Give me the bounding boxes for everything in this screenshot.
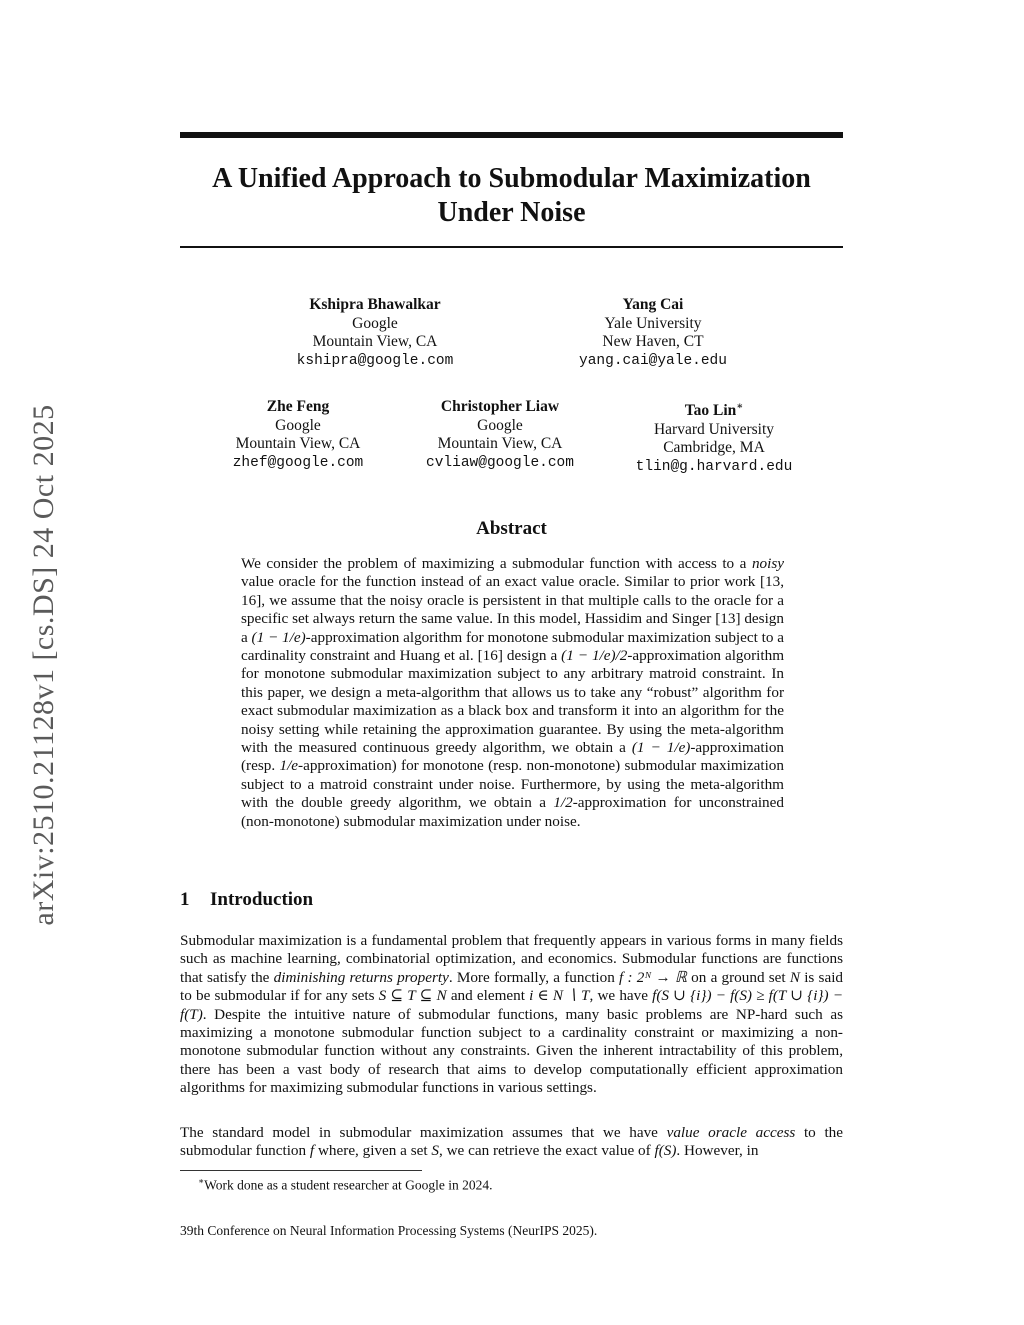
author-block-bhawalkar [275,296,475,370]
abstract-text: -approximation) for monotone (resp. non-monotone) submodular maximization subject to a matroid constraint under noise. Furthermore, by using the meta-algorithm with the double greedy algorithm, we obtain a [241,757,784,812]
paper-title [180,162,843,230]
footnote-divider [180,1170,422,1171]
paragraph-text: to the submodular function [180,1124,843,1160]
author-email: cvliaw@google.com [426,454,574,471]
author-block-liaw [400,398,600,472]
section-title: Introduction [210,889,314,910]
author-email: yang.cai@yale.edu [579,352,727,369]
footnote-mark: ∗ [198,1176,205,1186]
math-expression: (1 − 1/e) [631,739,691,757]
paragraph-text: on a ground set [686,968,790,986]
paragraph-text: . Despite the intuitive nature of submodular functions, many basic problems are NP-hard such as maximizing a monotone submodular function subject to a cardinality constraint or maximizing a non-monotone submodular function without any constraints. Given the inherent intractability of this problem, there has been a vast body of research that aims to develop computationally efficient approximation algorithms for maximizing submodular functions in various settings. [180,1005,843,1097]
author-name: Yang Cai [622,296,684,313]
author-affiliation: Google [275,416,321,434]
abstract-emphasis: noisy [751,555,784,572]
math-expression: N [789,968,800,986]
math-expression: f : 2ᴺ → ℝ [619,968,687,986]
math-expression: i ∈ N ∖ T [529,987,590,1005]
author-email: tlin@g.harvard.edu [635,458,793,475]
conference-note: 39th Conference on Neural Information Processing Systems (NeurIPS 2025). [180,1223,598,1238]
paragraph-text: and element [446,987,530,1005]
abstract-body [241,555,784,831]
paragraph-text: is said to be submodular if for any sets [180,968,844,1005]
author-location: New Haven, CT [602,333,704,350]
footnote-text: Work done as a student researcher at Google in 2024. [204,1177,493,1193]
author-location: Mountain View, CA [437,435,563,452]
math-expression: (1 − 1/e)/2 [561,647,628,665]
abstract-text: -approximation for unconstrained (non-monotone) submodular maximization under noise. [241,794,784,830]
section-heading-introduction [180,889,313,911]
author-location: Cambridge, MA [663,439,765,457]
math-expression: S ⊆ T ⊆ N [378,987,447,1005]
author-email: zhef@google.com [232,454,364,471]
abstract-heading: Abstract [476,518,547,539]
math-expression: f [309,1142,315,1160]
paragraph-emphasis: diminishing returns property [273,968,449,986]
abstract-text: We consider the problem of maximizing a submodular function with access to a [241,555,752,572]
paragraph-text: where, given a set [314,1142,432,1160]
author-affiliation: Yale University [604,314,702,332]
math-expression: S [431,1142,439,1160]
paragraph-text: , we have [589,987,653,1005]
author-block-feng [198,398,398,472]
author-name [614,398,814,421]
title-bottom-rule [180,246,843,248]
paragraph-text: The standard model in submodular maximization assumes that we have [180,1124,667,1141]
paragraph-text: . However, in [676,1142,759,1160]
author-location: Mountain View, CA [235,435,361,452]
author-name-text: Tao Lin [684,402,737,420]
author-affiliation: Google [477,416,523,434]
title-line-1: A Unified Approach to Submodular Maximization [212,163,811,194]
paragraph-text: Submodular maximization is a fundamental problem that frequently appears in various forms in many fields such as machine learning, combinatorial optimization, and economics. Submodular functions are functions that satisfy the [180,932,843,986]
abstract-text: -approximation algorithm for monotone submodular maximization subject to any arbitrary matroid constraint. In this paper, we design a meta-algorithm that allows us to take any “robust” algorithm for exact submodular maximization as a black box and transform it into an algorithm for the noisy setting while retaining the approximation guarantee. By using the meta-algorithm with the measured continuous greedy algorithm, we obtain a [241,647,785,757]
author-email: kshipra@google.com [296,352,454,369]
intro-paragraph-1 [180,932,843,1098]
author-block-lin [614,398,814,476]
author-name: Zhe Feng [266,398,330,415]
paragraph-text: , we can retrieve the exact value of [439,1142,655,1160]
abstract-text: -approximation algorithm for monotone submodular maximization subject to a cardinality constraint and Huang et al. [16] design a [241,628,784,665]
paragraph-emphasis: value oracle access [666,1124,796,1141]
author-affiliation: Harvard University [653,420,775,438]
abstract-text: -approximation (resp. [241,739,785,775]
arxiv-identifier-text: arXiv:2510.21128v1 [cs.DS] 24 Oct 2025 [27,404,60,926]
author-block-cai [553,296,753,370]
paragraph-text: . More formally, a function [448,968,620,986]
footnote [198,1176,492,1194]
math-expression: 1/e [279,757,299,775]
math-expression: (1 − 1/e) [251,628,306,646]
math-expression: f(S) [654,1142,677,1160]
author-name: Kshipra Bhawalkar [309,296,441,313]
math-expression: f(S ∪ {i}) − f(S) ≥ f(T ∪ {i}) − f(T) [180,987,843,1023]
math-expression: 1/2 [553,794,573,812]
abstract-text: value oracle for the function instead of an exact value oracle. Similar to prior work [13, 16], we assume that the noisy oracle is persistent in that multiple calls to the oracle for a specific set always return the same value. In this model, Hassidim and Singer [13] design a [241,573,784,646]
arxiv-side-identifier [14,370,74,960]
intro-paragraph-2 [180,1124,843,1161]
title-top-rule [180,132,843,138]
section-number: 1 [180,889,190,910]
title-line-2: Under Noise [437,197,586,228]
author-location: Mountain View, CA [312,333,438,350]
author-affiliation: Google [352,314,398,332]
footnote-mark: ∗ [736,401,744,412]
author-name: Christopher Liaw [440,398,560,415]
